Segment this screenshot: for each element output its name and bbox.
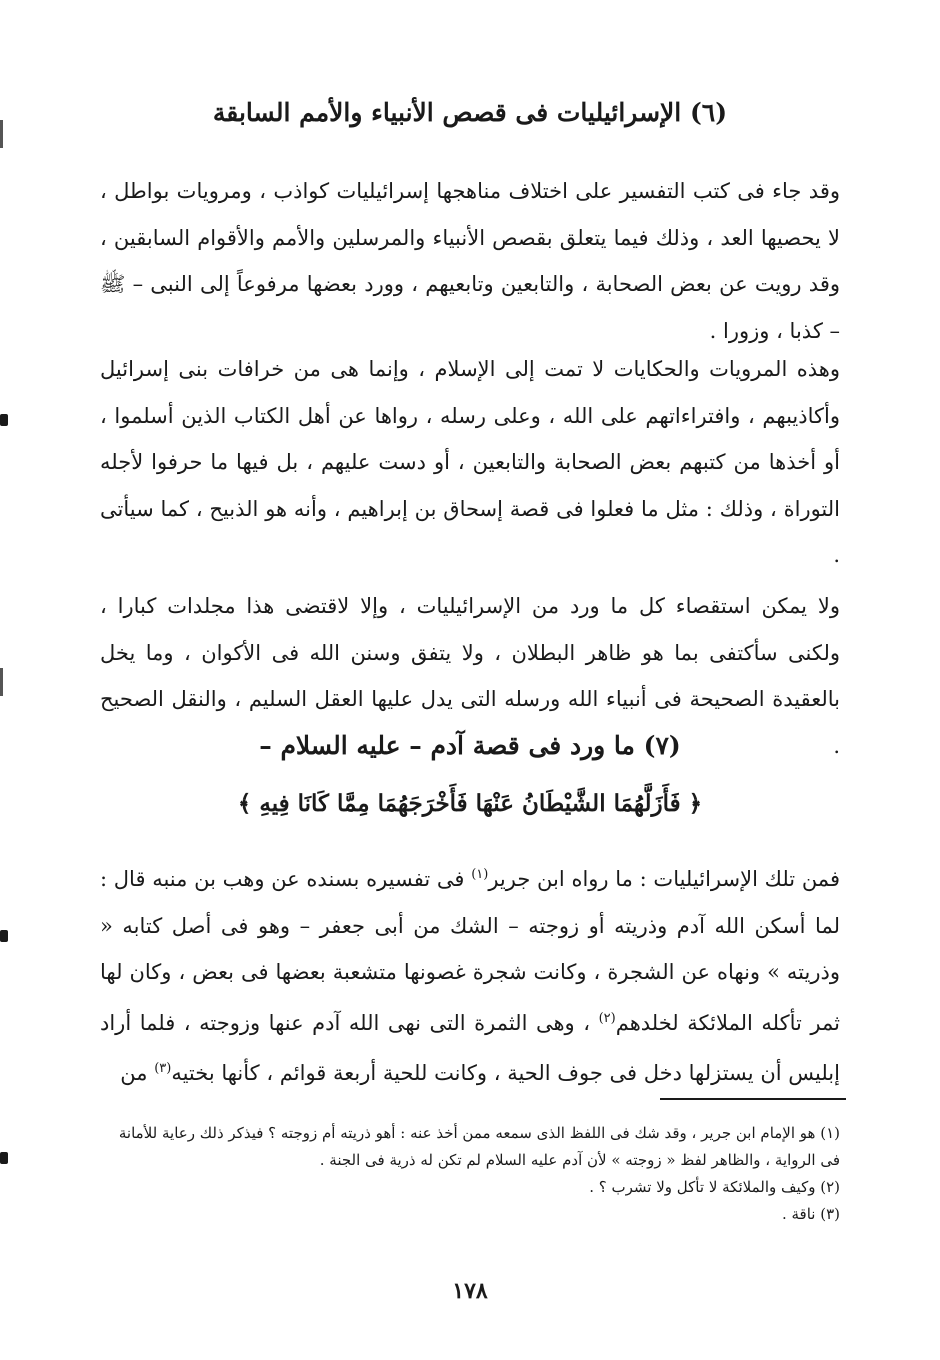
scan-edge-mark: [0, 120, 3, 148]
subheading: (٧) ما ورد فى قصة آدم – عليه السلام –: [259, 731, 681, 760]
footnote-3: (٣) ناقة .: [781, 1205, 840, 1223]
scan-edge-mark: [0, 668, 3, 696]
footnote-1: (١) هو الإمام ابن جرير ، وقد شك فى اللفظ الذى سمعه ممن أخذ عنه : أهو ذريته أم زوجته ؟ فيذكر ذلك رعاية للأمانة فى الرواية ، والظاهر لفظ « زوجته » لأن آدم عليه السلام لم تكن له ذرية فى الجنة .: [118, 1124, 840, 1169]
paragraph-4-text: فمن تلك الإسرائيليات : ما رواه ابن جرير: [488, 867, 840, 891]
footnotes: [100, 1120, 840, 1228]
section-heading: (٦) الإسرائيليات فى قصص الأنبياء والأمم السابقة: [212, 98, 728, 127]
paragraph-4-text: فى تفسيره بسنده عن وهب بن منبه قال : لما أسكن الله آدم وذريته أو زوجته – الشك من أبى جعفر – وهو فى أصل كتابه « وذريته » ونهاه عن الشجرة ، وكانت شجرة غصونها متشعبة بعضها فى بعض ، وكان لها ثمر تأكله الملائكة لخلدهم: [100, 867, 840, 1035]
paragraph-3: ولا يمكن استقصاء كل ما ورد من الإسرائيليات ، وإلا لاقتضى هذا مجلدات كبارا ، ولكنى سأكتفى بما هو ظاهر البطلان ، ولا يتفق وسنن الله فى الأكوان ، وما يخل بالعقيدة الصحيحة فى أنبياء الله ورسله التى يدل عليها العقل السليم ، والنقل الصحيح .: [100, 594, 840, 758]
footnote-ref-1[interactable]: (١): [471, 867, 489, 882]
binding-hole-mark: [0, 414, 8, 426]
paragraph-2: وهذه المرويات والحكايات لا تمت إلى الإسلام ، وإنما هى من خرافات بنى إسرائيل وأكاذيبهم ، وافتراءاتهم على الله ، وعلى رسله ، رواها عن أهل الكتاب الذين أسلموا ، أو أخذها من كتبهم بعض الصحابة والتابعين ، أو دست عليهم ، بل فيها ما حرفوا لأجله التوراة ، وذلك : مثل ما فعلوا فى قصة إسحاق بن إبراهيم ، وأنه هو الذبيح ، كما سيأتى .: [100, 357, 840, 567]
quran-verse: ﴿ فَأَزَلَّهُمَا الشَّيْطَانُ عَنْهَا فَأَخْرَجَهُمَا مِمَّا كَانَا فِيهِ ﴾: [237, 790, 703, 817]
paragraph-4-text: من: [120, 1061, 155, 1085]
footnote-divider: [660, 1098, 846, 1100]
binding-hole-mark: [0, 1152, 8, 1164]
page-number: ١٧٨: [452, 1278, 488, 1304]
footnote-2: (٢) وكيف والملائكة لا تأكل ولا تشرب ؟ .: [589, 1178, 840, 1196]
paragraph-4-text: ، وهى الثمرة التى نهى الله آدم عنها وزوجته ، فلما أراد إبليس أن يستزلها دخل فى جوف الحية ، وكانت للحية أربعة قوائم ، كأنها بختيه: [100, 1010, 840, 1085]
paragraph-1: وقد جاء فى كتب التفسير على اختلاف مناهجها إسرائيليات كواذب ، ومرويات بواطل ، لا يحصيها العد ، وذلك فيما يتعلق بقصص الأنبياء والمرسلين والأمم والأقوام السابقين ، وقد رويت عن بعض الصحابة ، والتابعين وتابعيهم ، وورد بعضها مرفوعاً إلى النبى – ﷺ – كذبا ، وزورا .: [100, 179, 840, 343]
footnote-ref-3[interactable]: (٣): [154, 1061, 172, 1076]
footnote-ref-2[interactable]: (٢): [598, 1010, 616, 1026]
paragraph-4: [100, 852, 840, 1097]
binding-hole-mark: [0, 930, 8, 942]
